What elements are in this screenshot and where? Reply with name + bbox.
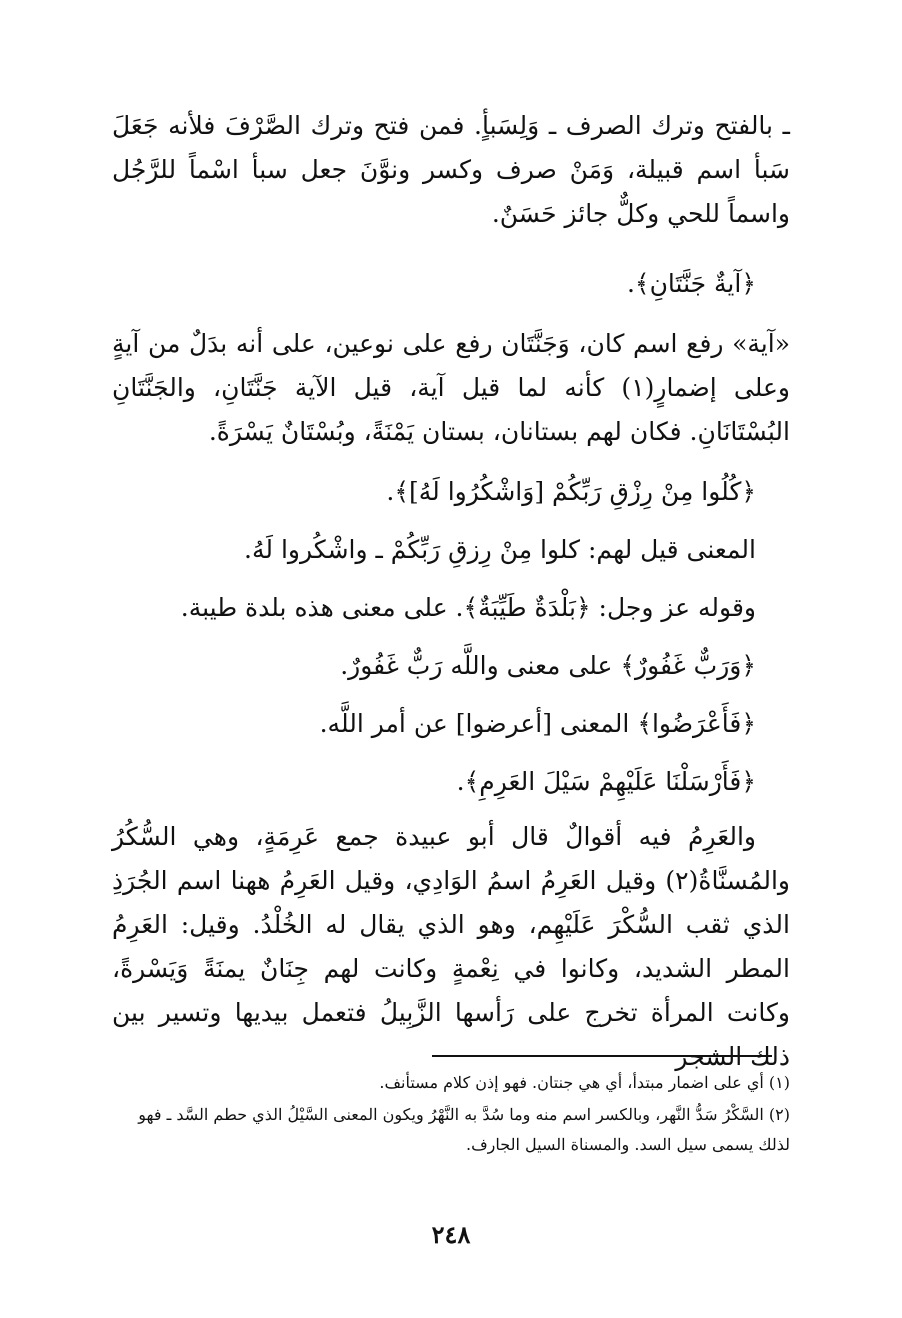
- footnote-2: (٢) السَّكْرُ سَدُّ النَّهر، وبالكسر اسم منه وما سُدَّ به النَّهْرُ ويكون المعنى السَّيْلُ الذي حطم السَّد ـ فهو لذلك يسمى سيل السد. والمسناة السيل الجارف.: [138, 1105, 790, 1154]
- paragraph-kulu-meaning: المعنى قيل لهم: كلوا مِنْ رِزقِ رَبِّكُمْ ـ واشْكُروا لَهُ.: [244, 535, 756, 564]
- paragraph-balda-tayyiba: وقوله عز وجل: ﴿بَلْدَةٌ طَيِّبَةٌ﴾. على معنى هذه بلدة طيبة.: [180, 593, 756, 622]
- quran-quote-kulu: ﴿كُلُوا مِنْ رِزْقِ رَبِّكُمْ [وَاشْكُرُوا لَهُ]﴾.: [386, 477, 756, 506]
- quran-quote-aya-jannatan: ﴿آيةٌ جَنَّتَانِ﴾.: [626, 269, 756, 298]
- footnote-separator: [432, 1055, 772, 1057]
- quran-quote-sayl-alarim: ﴿فَأَرْسَلْنَا عَلَيْهِمْ سَيْلَ العَرِمِ﴾.: [456, 767, 756, 796]
- footnote-1: (١) أي على اضمار مبتدأ، أي هي جنتان. فهو إذن كلام مستأنف.: [379, 1073, 790, 1092]
- page-number: ٢٤٨: [431, 1220, 471, 1249]
- paragraph-alarim-meanings: والعَرِمُ فيه أقوالٌ قال أبو عبيدة جمع عَرِمَةٍ، وهي السُّكُرُ والمُسنَّاةُ(٢) وقيل العَرِمُ اسمُ الوَادِي، وقيل العَرِمُ ههنا اسم الجُرَذِ الذي ثقب السُّكْرَ عَلَيْهِم، وهو الذي يقال له الخُلْدُ. وقيل: العَرِمُ المطر الشديد، وكانوا في نِعْمةٍ وكانت لهم جِنَانٌ يمنَةً وَيَسْرةً، وكانت المرأة تخرج على رَأسها الزَّبِيلُ فتعمل بيديها وتسير بين ذلك الشجر: [112, 822, 790, 1071]
- paragraph-saba-spelling: ـ بالفتح وترك الصرف ـ وَلِسَبأٍ. فمن فتح وترك الصَّرْفَ فلأنه جَعَلَ سَبأ اسم قبيلة، وَمَنْ صرف وكسر ونوَّنَ جعل سبأ اسْماً للرَّجُل واسماً للحي وكلٌّ جائز حَسَنٌ.: [112, 111, 790, 228]
- paragraph-aya-grammar: «آية» رفع اسم كان، وَجَنَّتَان رفع على نوعين، على أنه بدَلٌ من آيةٍ وعلى إضمارٍ(١) كأنه لما قيل آية، قيل الآية جَنَّتَانِ، والجَنَّتَانِ البُسْتَانَانِ. فكان لهم بستانان، بستان يَمْنَةً، وبُسْتَانٌ يَسْرَةً.: [112, 329, 791, 446]
- paragraph-rabbun-ghafur: ﴿وَرَبٌّ غَفُورٌ﴾ على معنى واللَّه رَبٌّ غَفُورٌ.: [340, 651, 756, 680]
- paragraph-aaradu: ﴿فَأَعْرَضُوا﴾ المعنى [أعرضوا] عن أمر اللَّه.: [319, 709, 756, 738]
